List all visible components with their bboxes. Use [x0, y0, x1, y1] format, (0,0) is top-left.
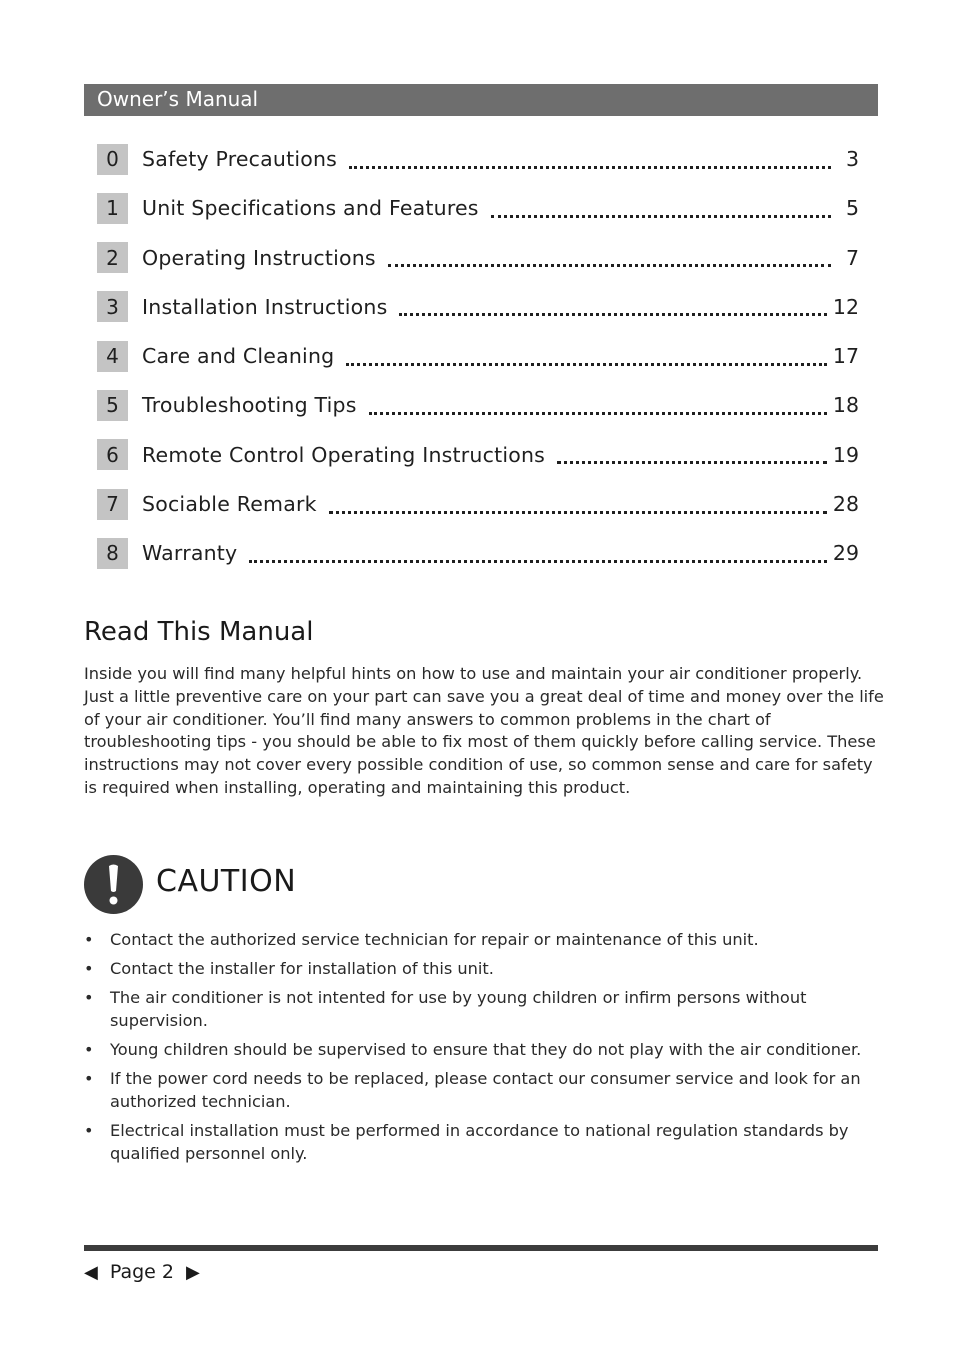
previous-page-arrow-icon[interactable]: ◀ — [84, 1261, 98, 1283]
toc-leader-dots — [388, 244, 831, 267]
toc-number-badge: 1 — [97, 193, 128, 224]
toc-title: Safety Precautions — [142, 147, 338, 171]
bullet-marker: • — [84, 959, 94, 978]
toc-leader-dots — [329, 491, 827, 514]
bullet-marker: • — [84, 930, 94, 949]
bullet-marker: • — [84, 1121, 94, 1140]
toc-title: Sociable Remark — [142, 492, 317, 517]
toc-page-number: 28 — [832, 492, 859, 517]
footer-divider — [84, 1245, 878, 1251]
toc-number-badge: 5 — [97, 390, 128, 421]
list-item-text: Contact the authorized service technician for repair or maintenance of this unit. — [110, 930, 759, 949]
header-bar — [84, 84, 878, 116]
bullet-marker: • — [84, 1040, 94, 1059]
caution-list — [84, 928, 884, 1171]
toc-leader-dots — [346, 343, 827, 366]
list-item-text: Contact the installer for installation of this unit. — [110, 959, 494, 978]
toc-title: Care and Cleaning — [142, 344, 335, 369]
toc-leader-dots — [349, 146, 831, 169]
toc-page-number: 5 — [845, 196, 859, 221]
list-item-text: Electrical installation must be performed in accordance to national regulation standards by qualified personnel only. — [110, 1121, 849, 1163]
toc-number-badge: 3 — [97, 291, 128, 322]
toc-page-number: 17 — [832, 344, 859, 369]
list-item-text: Young children should be supervised to ensure that they do not play with the air conditioner. — [110, 1040, 862, 1059]
toc-row-troubleshooting-tips[interactable] — [97, 389, 859, 421]
toc-number-badge: 2 — [97, 242, 128, 273]
next-page-arrow-icon[interactable]: ▶ — [185, 1261, 200, 1283]
toc-leader-dots — [399, 293, 826, 316]
toc-title: Remote Control Operating Instructions — [142, 442, 546, 467]
bullet-marker: • — [84, 988, 94, 1007]
table-of-contents — [97, 143, 859, 587]
header-title: Owner’s Manual — [97, 87, 259, 111]
toc-row-operating-instructions[interactable] — [97, 242, 859, 274]
toc-row-warranty[interactable] — [97, 537, 859, 569]
toc-row-unit-specifications[interactable] — [97, 192, 859, 224]
toc-title: Warranty — [142, 541, 238, 566]
list-item — [84, 928, 884, 951]
read-manual-heading: Read This Manual — [84, 617, 314, 647]
list-item — [84, 1038, 884, 1061]
bullet-marker: • — [84, 1069, 94, 1088]
toc-title: Installation Instructions — [142, 294, 388, 319]
toc-leader-dots — [557, 441, 827, 464]
toc-page-number: 19 — [832, 442, 859, 467]
page-number-label: Page 2 — [109, 1261, 174, 1283]
toc-number-badge: 6 — [97, 439, 128, 470]
toc-page-number: 18 — [832, 393, 859, 418]
toc-number-badge: 8 — [97, 538, 128, 569]
toc-title: Operating Instructions — [142, 245, 376, 270]
read-manual-body: Inside you will find many helpful hints on how to use and maintain your air conditioner properly. Just a little preventive care on your part can save you a great deal of time and money over the life of your air conditioner. You’ll find many answers to common problems in the chart of troubleshooting tips - you should be able to fix most of them quickly before calling service. These instructions may not cover every possible condition of use, so common sense and care for safety is required when installing, operating and maintaining this product. — [84, 664, 884, 797]
toc-number-badge: 0 — [97, 144, 128, 175]
list-item — [84, 1119, 884, 1165]
list-item — [84, 986, 884, 1032]
toc-number-badge: 4 — [97, 341, 128, 372]
toc-leader-dots — [369, 392, 827, 415]
toc-title: Troubleshooting Tips — [142, 393, 357, 418]
toc-row-care-and-cleaning[interactable] — [97, 340, 859, 372]
caution-title: CAUTION — [156, 864, 297, 899]
toc-leader-dots — [249, 540, 827, 563]
toc-row-sociable-remark[interactable] — [97, 488, 859, 520]
toc-leader-dots — [491, 195, 831, 218]
toc-page-number: 7 — [845, 245, 859, 270]
toc-number-badge: 7 — [97, 489, 128, 520]
exclamation-circle-icon — [84, 855, 143, 914]
toc-page-number: 12 — [832, 294, 859, 319]
page-navigation — [84, 1259, 200, 1285]
list-item — [84, 957, 884, 980]
list-item — [84, 1067, 884, 1113]
toc-title: Unit Specifications and Features — [142, 196, 479, 221]
toc-row-safety-precautions[interactable] — [97, 143, 859, 175]
toc-page-number: 3 — [845, 147, 859, 171]
list-item-text: The air conditioner is not intented for use by young children or infirm persons without supervision. — [110, 988, 807, 1030]
toc-row-remote-control[interactable] — [97, 439, 859, 471]
list-item-text: If the power cord needs to be replaced, please contact our consumer service and look for an authorized technician. — [110, 1069, 861, 1111]
toc-row-installation-instructions[interactable] — [97, 291, 859, 323]
toc-page-number: 29 — [832, 541, 859, 566]
